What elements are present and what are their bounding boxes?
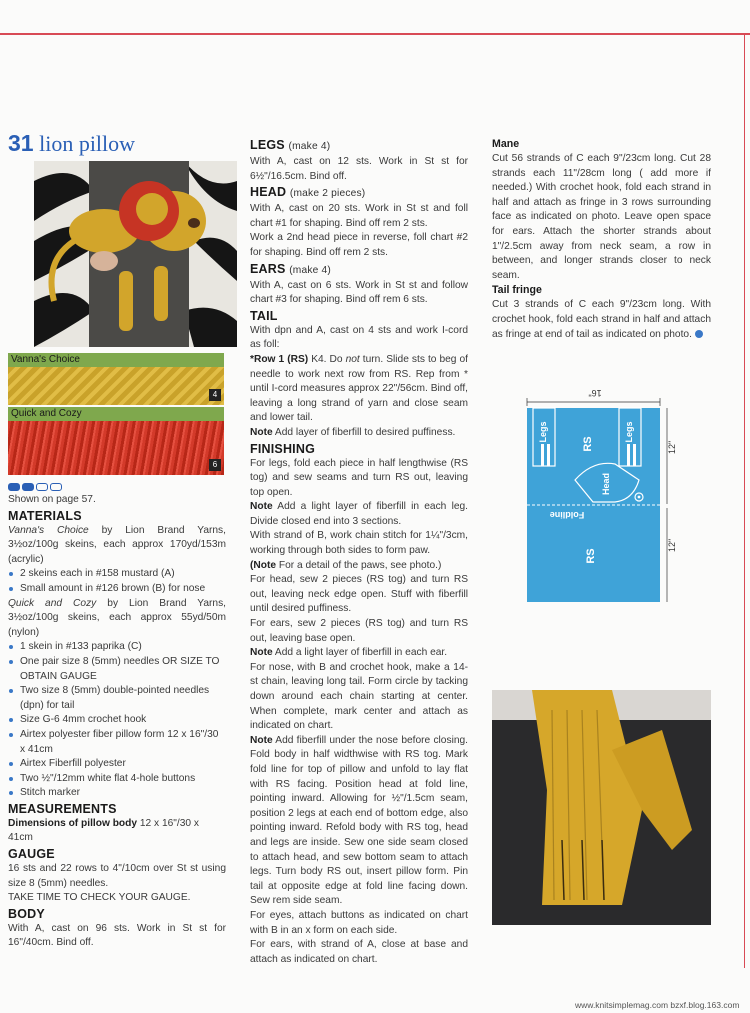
- legs-heading: LEGS (make 4): [250, 138, 331, 152]
- finishing-heading: FINISHING: [250, 441, 315, 456]
- pattern-title: lion pillow: [39, 131, 136, 156]
- footer-url: www.knitsimplemag.com bzxf.blog.163.com: [575, 1000, 740, 1010]
- list-item: 1 skein in #133 paprika (C): [8, 640, 226, 655]
- foldline-label: Foldline: [549, 510, 585, 520]
- end-mark-icon: [695, 330, 703, 338]
- body-heading: BODY: [8, 906, 45, 921]
- legs-label-left: Legs: [538, 421, 548, 443]
- yarn-label: Quick and Cozy: [8, 407, 224, 421]
- list-item: One pair size 8 (5mm) needles OR SIZE TO OBTAIN GAUGE: [8, 655, 226, 684]
- mane-heading: Mane: [492, 138, 520, 150]
- shown-on: Shown on page 57.: [8, 494, 96, 505]
- pattern-number: 31: [8, 130, 34, 156]
- skill-level-indicator: [8, 481, 226, 493]
- list-item: Small amount in #126 brown (B) for nose: [8, 582, 226, 597]
- list-item: Two ½"/12mm white flat 4-hole buttons: [8, 772, 226, 787]
- pillow-schematic: [515, 384, 685, 606]
- column-left: 31 lion pillow Vanna's Choice 4 Quick and Cozy 6 Shown on page 57. MATERIALS Vanna's Choice by Lion Brand Yarns, 3½oz/100g skeins, each approx 170yd/153m (acrylic) 2 skeins each in #158 mustard (A) Small amount in #126 brown (B) for nose Quick and Cozy by Lion Brand Yarns, 3½oz/100g skeins, each approx 55yd/50m (nylon) 1 skein in #133 paprika (C) One pair size 8 (5mm) needles OR SIZE TO OBTAIN GAUGE Two size 8 (5mm) double-pointed needles (dpn) for tail Size G-6 4mm crochet hook Airtex polyester fiber pillow form 12 x 16"/30 x 41cm Airtex Fiberfill polyester Two ½"/12mm white flat 4-hole buttons Stitch marker MEASUREMENTS Dimensions of pillow body 12 x 16"/30 x 41cm GAUGE 16 sts and 22 rows to 4"/10cm over St st using size 8 (5mm) needles. TAKE TIME TO CHECK YOUR GAUGE. BODY With A, cast on 96 sts. Work in St st for 16"/40cm. Bind off.: [8, 130, 226, 951]
- top-rule: [0, 33, 750, 35]
- tail-heading: TAIL: [250, 308, 278, 323]
- yarn-swatch-vanna: [8, 353, 224, 405]
- list-item: Size G-6 4mm crochet hook: [8, 713, 226, 728]
- page-title: [8, 130, 226, 157]
- measurements-heading: MEASUREMENTS: [8, 801, 117, 816]
- tail-fringe-heading: Tail fringe: [492, 284, 542, 297]
- side-rule: [744, 33, 745, 968]
- ears-heading: EARS (make 4): [250, 261, 332, 276]
- head-label: Head: [601, 472, 611, 496]
- gauge-heading: GAUGE: [8, 847, 55, 862]
- paw-detail-photo: [492, 690, 711, 925]
- list-item: Airtex Fiberfill polyester: [8, 757, 226, 772]
- column-middle: LEGS (make 4) With A, cast on 12 sts. Work in St st for 6½"/16.5cm. Bind off. HEAD (make 2 pieces) With A, cast on 20 sts. Work in St st and foll chart #1 for shaping. Bind off rem 2 sts. Work a 2nd head piece in reverse, foll chart #2 for shaping. Bind off rem 2 sts. EARS (make 4) With A, cast on 6 sts. Work in St st and follow chart #3 for shaping. Bind off rem 6 sts. TAIL With dpn and A, cast on 4 sts and work I-cord as foll: *Row 1 (RS) K4. Do not turn. Slide sts to beg of needle to work next row from RS. Rep from * until I-cord measures approx 22"/56cm. Bind off, leaving a long strand of yarn and close seam and lower tail. Note Add layer of fiberfill to desired puffiness. FINISHING For legs, fold each piece in half lengthwise (RS tog) and sew seams and turn RS out, leaving top open. Note Add a light layer of fiberfill in each leg. Divide closed end into 3 sections. With strand of B, work chain stitch for 1¼"/3cm, working through both sides to form paw. (Note For a detail of the paws, see photo.) For head, sew 2 pieces (RS tog) and turn RS out, leaving neck edge open. Stuff with fiberfill until desired puffiness. For ears, sew 2 pieces (RS tog) and turn RS out, leaving base open. Note Add a light layer of fiberfill in each ear. For nose, with B and crochet hook, make a 14-st chain, leaving long tail. Form circle by tacking down around each chain starting at center. When complete, mark center and attach as indicated on chart. Note Add fiberfill under the nose before closing. Fold body in half widthwise with RS tog. Mark fold line for top of pillow and unfold to lay flat with RS facing. Position head at fold line, pointing inward. Allowing for ½"/1.5cm seam, position 2 legs at each end of bottom edge, also pointing inward. Refold body with RS tog, head and legs are inside. Sew one side seam closed to attach head, and sew bottom seam to attach legs. Turn body RS out, insert pillow form. Pin tail at opposite edge at fold line facing down. Sew rem side seam. For eyes, attach buttons as indicated on chart with B in an x form on each side. For ears, with strand of A, close at base and attach as indicated on chart.: [250, 138, 468, 965]
- head-heading: HEAD (make 2 pieces): [250, 185, 366, 200]
- yarn-label: Vanna's Choice: [8, 353, 224, 367]
- material-list: [8, 640, 226, 801]
- height-label-top: 12": [667, 440, 677, 454]
- height-label-bottom: 12": [667, 538, 677, 552]
- yarn-swatch-quick: [8, 407, 224, 475]
- lion-pillow-photo: [34, 161, 237, 347]
- yarn-name: Vanna's Choice: [8, 524, 89, 536]
- list-item: 2 skeins each in #158 mustard (A): [8, 567, 226, 582]
- list-item: Stitch marker: [8, 786, 226, 801]
- rs-label-bottom: RS: [585, 548, 597, 564]
- rs-label-top: RS: [582, 436, 594, 452]
- list-item: Airtex polyester fiber pillow form 12 x 16"/30 x 41cm: [8, 728, 226, 757]
- column-right: Mane Cut 56 strands of C each 9"/23cm long. Cut 28 strands each 11"/28cm long ( add more if needed.) With crochet hook, fold each strand in half and attach as fringe in 3 rows surrounding face as indicated on photo. Leave open space for ears. Attach the shorter strands about 1"/2.5cm away from neck seam, a row in between, and longer strands closer to neck seam. Tail fringe Cut 3 strands of C each 9"/23cm long. With crochet hook, fold each strand in half and attach as fringe at end of tail as indicated on photo.: [492, 138, 711, 340]
- weight-badge: 4: [209, 389, 221, 401]
- legs-label-right: Legs: [624, 421, 634, 443]
- list-item: Two size 8 (5mm) double-pointed needles (dpn) for tail: [8, 684, 226, 713]
- materials-heading: MATERIALS: [8, 508, 82, 523]
- yarn-name: Quick and Cozy: [8, 597, 97, 609]
- width-label: 16": [588, 388, 602, 398]
- weight-badge: 6: [209, 459, 221, 471]
- material-list: [8, 567, 226, 596]
